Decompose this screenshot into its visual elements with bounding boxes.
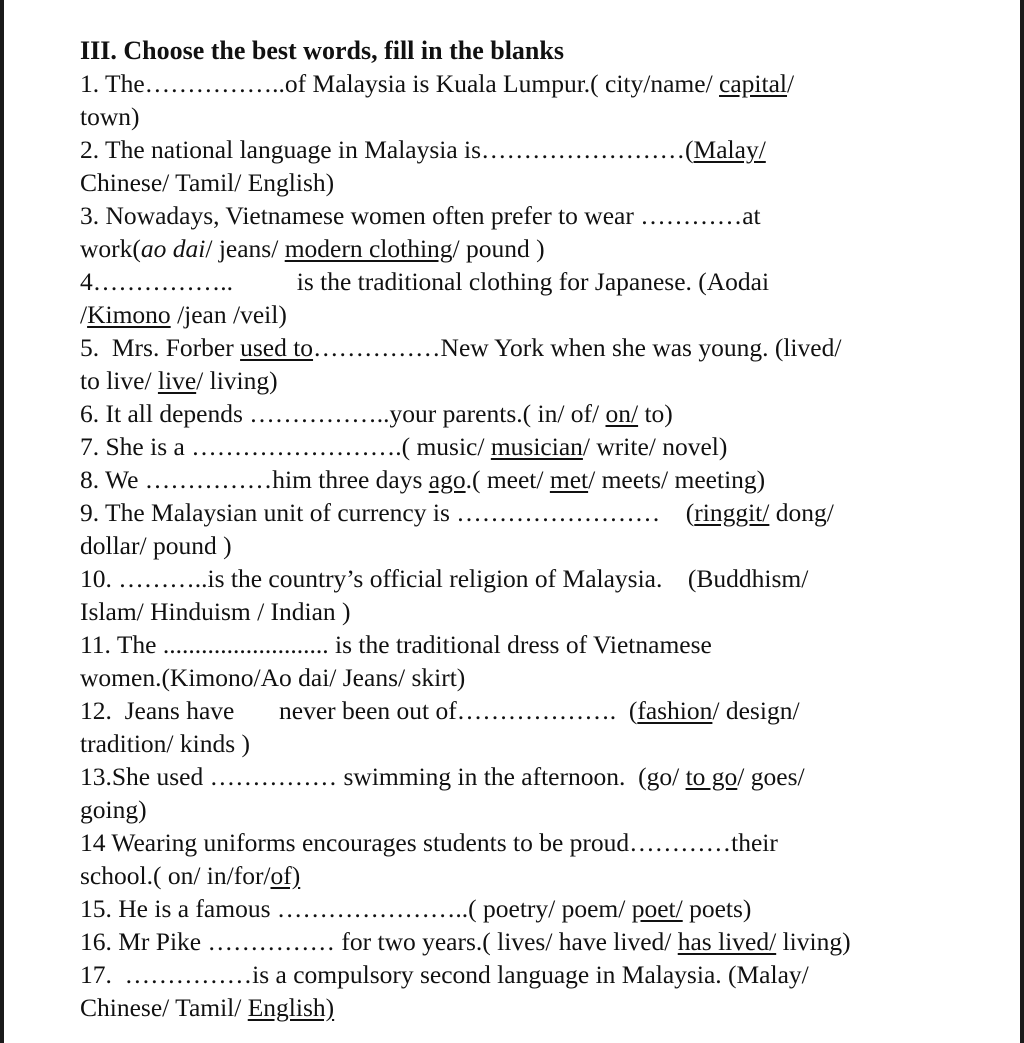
underlined-answer: musician xyxy=(490,432,583,461)
question-text: 2. The national language in Malaysia is……………………( xyxy=(80,135,694,164)
question-text: / xyxy=(787,69,795,98)
question-13 xyxy=(80,760,1000,826)
question-text: 9. The Malaysian unit of currency is …………………… ( xyxy=(80,498,695,527)
question-line xyxy=(80,826,1000,859)
question-line xyxy=(80,430,1000,463)
question-text: women.(Kimono/Ao dai/ Jeans/ skirt) xyxy=(80,663,466,692)
question-10 xyxy=(80,562,1000,628)
question-text: to) xyxy=(638,399,673,428)
question-7 xyxy=(80,430,1000,463)
underlined-answer: ringgit/ xyxy=(694,498,770,527)
question-text: / meets/ meeting) xyxy=(588,465,766,494)
question-text: / living) xyxy=(196,366,278,395)
question-line xyxy=(80,793,1000,826)
section-title: III. Choose the best words, fill in the blanks xyxy=(80,36,564,65)
question-text: / xyxy=(80,300,88,329)
underlined-answer: Malay/ xyxy=(693,135,766,164)
question-text: Chinese/ Tamil/ xyxy=(80,993,248,1022)
question-text: tradition/ kinds ) xyxy=(80,729,250,758)
question-text: poets) xyxy=(682,894,752,923)
question-line xyxy=(80,529,1000,562)
question-text: town) xyxy=(80,102,140,131)
question-text: / jeans/ xyxy=(205,234,285,263)
question-line xyxy=(80,892,1000,925)
question-text: 5. Mrs. Forber xyxy=(80,333,241,362)
question-text: Chinese/ Tamil/ English) xyxy=(80,168,335,197)
question-line xyxy=(80,166,1000,199)
question-line xyxy=(80,364,1000,397)
question-text: 16. Mr Pike …………… for two years.( lives/ have lived/ xyxy=(80,927,678,956)
question-15 xyxy=(80,892,1000,925)
underlined-answer: met xyxy=(549,465,589,494)
question-text: living) xyxy=(776,927,851,956)
question-line xyxy=(80,661,1000,694)
question-list xyxy=(80,67,1000,1024)
underlined-answer: fashion xyxy=(637,696,713,725)
question-text: dong/ xyxy=(769,498,834,527)
question-text: .( meet/ xyxy=(465,465,550,494)
underlined-answer: of) xyxy=(270,861,301,890)
question-3 xyxy=(80,199,1000,265)
question-text: 4…………….. is the traditional clothing for Japanese. (Aodai xyxy=(80,267,770,296)
underlined-answer: poet/ xyxy=(631,894,683,923)
question-text: 3. Nowadays, Vietnamese women often prefer to wear …………at xyxy=(80,201,761,230)
question-2 xyxy=(80,133,1000,199)
question-line xyxy=(80,694,1000,727)
question-line xyxy=(80,298,1000,331)
underlined-answer: used to xyxy=(240,333,314,362)
question-line xyxy=(80,628,1000,661)
page-border-right xyxy=(1020,0,1024,1043)
question-line xyxy=(80,331,1000,364)
question-line xyxy=(80,925,1000,958)
question-4 xyxy=(80,265,1000,331)
question-line xyxy=(80,859,1000,892)
question-11 xyxy=(80,628,1000,694)
question-line xyxy=(80,199,1000,232)
question-16 xyxy=(80,925,1000,958)
question-text: 15. He is a famous …………………..( poetry/ poem/ xyxy=(80,894,632,923)
underlined-answer: to go xyxy=(685,762,738,791)
underlined-answer: modern clothing xyxy=(284,234,453,263)
question-line xyxy=(80,562,1000,595)
question-line xyxy=(80,67,1000,100)
underlined-answer: on/ xyxy=(605,399,639,428)
question-text: 13.She used …………… swimming in the afternoon. (go/ xyxy=(80,762,686,791)
question-line xyxy=(80,958,1000,991)
question-line xyxy=(80,232,1000,265)
question-text: school.( on/ in/for/ xyxy=(80,861,271,890)
question-text: / design/ xyxy=(712,696,800,725)
question-line xyxy=(80,133,1000,166)
question-line xyxy=(80,100,1000,133)
question-text: 8. We ……………him three days xyxy=(80,465,429,494)
question-text: /jean /veil) xyxy=(170,300,287,329)
question-text: 7. She is a …………………….( music/ xyxy=(80,432,491,461)
question-line xyxy=(80,397,1000,430)
underlined-answer: Kimono xyxy=(87,300,171,329)
question-text: going) xyxy=(80,795,147,824)
question-line xyxy=(80,727,1000,760)
question-line xyxy=(80,463,1000,496)
underlined-answer: capital xyxy=(719,69,788,98)
question-1 xyxy=(80,67,1000,133)
question-17 xyxy=(80,958,1000,1024)
question-text: 11. The .......................... is the traditional dress of Vietnamese xyxy=(80,630,712,659)
question-text: Islam/ Hinduism / Indian ) xyxy=(80,597,351,626)
question-14 xyxy=(80,826,1000,892)
page-border-left xyxy=(0,0,4,1043)
question-text: 1. The……………..of Malaysia is Kuala Lumpur.( city/name/ xyxy=(80,69,720,98)
question-text: / write/ novel) xyxy=(582,432,728,461)
question-line xyxy=(80,595,1000,628)
underlined-answer: has lived/ xyxy=(677,927,777,956)
worksheet xyxy=(80,34,1000,1024)
question-text: dollar/ pound ) xyxy=(80,531,232,560)
question-8 xyxy=(80,463,1000,496)
question-9 xyxy=(80,496,1000,562)
question-text: 12. Jeans have never been out of………………. ( xyxy=(80,696,638,725)
underlined-answer: English) xyxy=(247,993,335,1022)
question-line xyxy=(80,496,1000,529)
question-line xyxy=(80,265,1000,298)
question-12 xyxy=(80,694,1000,760)
question-5 xyxy=(80,331,1000,397)
question-text: to live/ xyxy=(80,366,158,395)
underlined-answer: ago xyxy=(428,465,466,494)
question-text: 6. It all depends ……………..your parents.( in/ of/ xyxy=(80,399,606,428)
question-text: ……………New York when she was young. (lived/ xyxy=(313,333,842,362)
question-text: 10. ………..is the country’s official religion of Malaysia. (Buddhism/ xyxy=(80,564,809,593)
question-text: work( xyxy=(80,234,141,263)
italic-term: ao dai xyxy=(140,234,206,263)
underlined-answer: live xyxy=(157,366,197,395)
question-6 xyxy=(80,397,1000,430)
question-text: 14 Wearing uniforms encourages students to be proud…………their xyxy=(80,828,778,857)
question-line xyxy=(80,991,1000,1024)
question-text: / goes/ xyxy=(737,762,805,791)
question-line xyxy=(80,760,1000,793)
question-text: 17. ……………is a compulsory second language in Malaysia. (Malay/ xyxy=(80,960,809,989)
question-text: / pound ) xyxy=(452,234,545,263)
